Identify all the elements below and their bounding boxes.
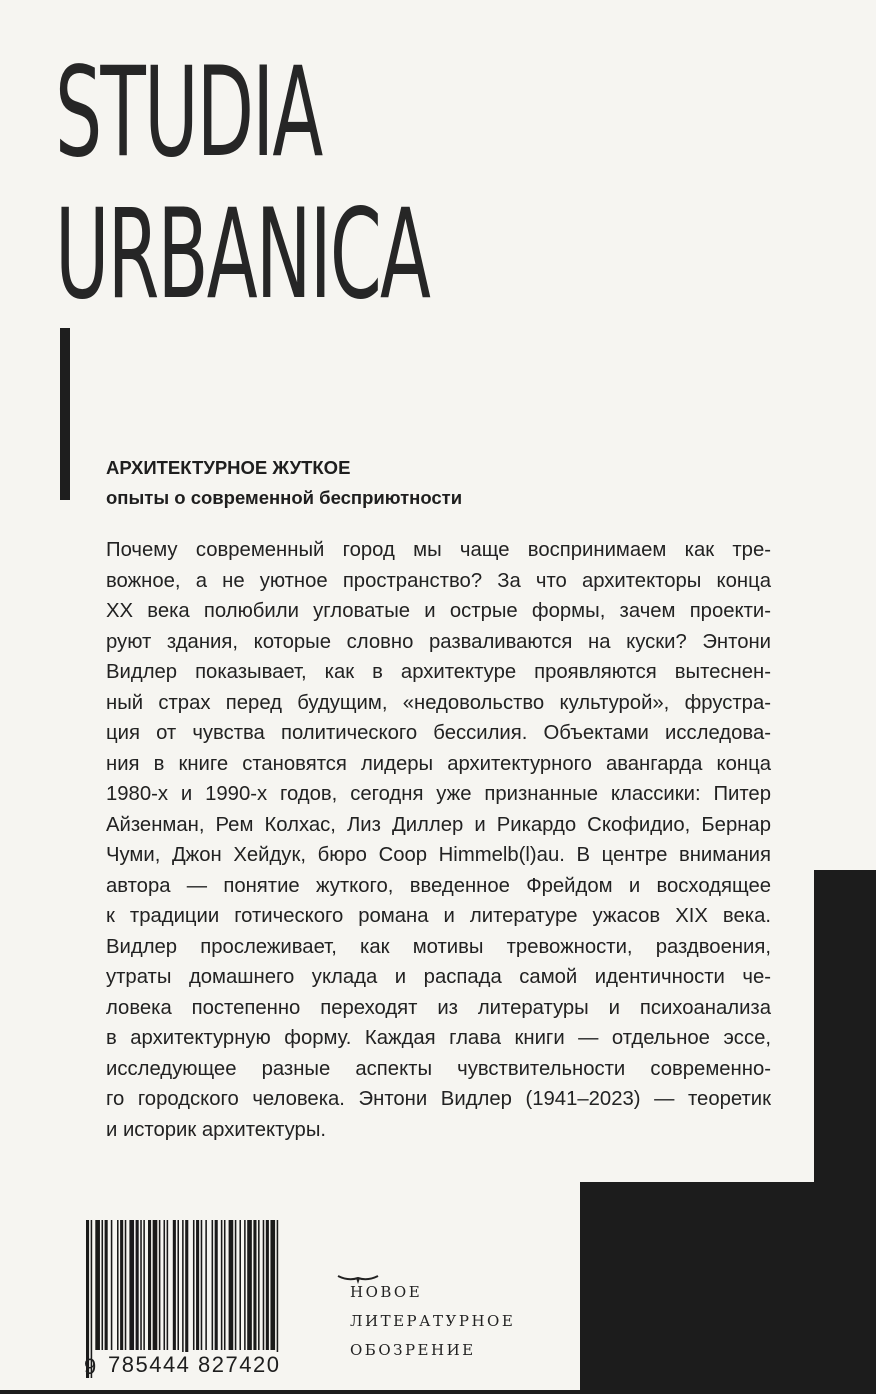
blurb-line: Чуми, Джон Хейдук, бюро Coop Himmelb(l)au. В центре внимания	[106, 844, 771, 866]
blurb-line: Видлер прослеживает, как мотивы тревожности, раздвоения,	[106, 935, 771, 958]
barcode-bar	[266, 1220, 269, 1350]
barcode-bar	[167, 1220, 169, 1350]
blurb-line: и историк архитектуры.	[106, 1118, 327, 1141]
book-title: АРХИТЕКТУРНОЕ ЖУТКОЕ	[106, 457, 351, 478]
blurb-line: в архитектурную форму. Каждая глава книги — отдельное эссе,	[106, 1027, 771, 1049]
barcode-bar	[153, 1220, 158, 1350]
barcode-bar	[148, 1220, 151, 1350]
decorative-block-upper	[814, 870, 876, 1182]
barcode-bar	[129, 1220, 134, 1350]
blurb-line: Видлер показывает, как в архитектуре проявляются вытеснен-	[106, 661, 771, 683]
book-subtitle: опыты о современной бесприютности	[106, 487, 463, 508]
barcode-bar	[95, 1220, 100, 1350]
blurb-line: ция от чувства политического бессилия. Объектами исследова-	[106, 722, 771, 744]
barcode-bar	[212, 1220, 214, 1350]
series-title-line1: STUDIA	[55, 41, 322, 185]
barcode-bar	[102, 1220, 104, 1350]
blurb-line: го городского человека. Энтони Видлер (1941–2023) — теоретик	[106, 1088, 771, 1110]
barcode-bar	[201, 1220, 203, 1350]
barcode-bar	[159, 1220, 161, 1350]
isbn-lead-digit: 9	[84, 1354, 97, 1379]
barcode-bar	[263, 1220, 265, 1350]
blurb-line: 1980-х и 1990-х годов, сегодня уже признанные классики: Питер	[106, 783, 771, 805]
barcode-bar	[229, 1220, 234, 1350]
barcode-bar	[244, 1220, 246, 1350]
barcode-bar	[239, 1220, 241, 1350]
barcode-bar	[173, 1220, 176, 1350]
publisher-line3: ОБОЗРЕНИЕ	[350, 1341, 476, 1359]
vertical-rule	[60, 328, 70, 500]
barcode-bar	[140, 1220, 142, 1350]
blurb-line: ный страх перед будущим, «недовольство культурой», фрустра-	[106, 691, 771, 714]
blurb-line: автора — понятие жуткого, введенное Фрейдом и восходящее	[106, 874, 771, 897]
barcode-bar	[143, 1220, 145, 1350]
publisher-line2: ЛИТЕРАТУРНОЕ	[350, 1312, 516, 1330]
blurb-line: руют здания, которые словно разваливаются на куски? Энтони	[106, 630, 771, 653]
barcode-bar	[117, 1220, 119, 1350]
blurb-line: Почему современный город мы чаще воспринимаем как тре-	[106, 539, 771, 561]
decorative-block-lower	[580, 1182, 876, 1394]
series-title-line2: URBANICA	[55, 183, 430, 327]
barcode-bar	[111, 1220, 113, 1350]
publisher-name	[350, 1278, 515, 1365]
barcode-bar	[105, 1220, 108, 1350]
blurb-text	[106, 535, 771, 1145]
blurb-line: ния в книге становятся лидеры архитектурного авангарда конца	[106, 752, 771, 775]
barcode-bar	[196, 1220, 199, 1350]
blurb-line: вожное, а не уютное пространство? За что архитекторы конца	[106, 569, 771, 592]
barcode-bar	[247, 1220, 252, 1350]
barcode-bar	[177, 1220, 179, 1350]
barcode-bar	[136, 1220, 139, 1350]
barcode-bar	[215, 1220, 218, 1350]
book-heading	[106, 453, 462, 513]
page-bottom-edge	[0, 1390, 876, 1394]
blurb-line: Айзенман, Рем Колхас, Лиз Диллер и Рикардо Скофидио, Бернар	[106, 813, 771, 836]
barcode-bar	[224, 1220, 226, 1350]
isbn-digits: 785444 827420	[108, 1352, 281, 1377]
barcode-bar	[258, 1220, 260, 1350]
barcode-bar	[193, 1220, 195, 1350]
blurb-line: к традиции готического романа и литературе ужасов XIX века.	[106, 905, 771, 927]
blurb-line: исследующее разные аспекты чувствительности современно-	[106, 1057, 771, 1080]
barcode-bar	[270, 1220, 275, 1350]
barcode-bar	[164, 1220, 166, 1350]
barcode-bar	[221, 1220, 223, 1350]
series-title	[55, 42, 429, 326]
barcode-bar	[125, 1220, 127, 1350]
blurb-line: ловека постепенно переходят из литературы и психоанализа	[106, 996, 771, 1019]
barcode-bar	[235, 1220, 237, 1350]
blurb-line: утраты домашнего уклада и распада самой идентичности че-	[106, 966, 771, 988]
barcode-bar	[205, 1220, 207, 1350]
publisher-line1: НОВОЕ	[350, 1283, 423, 1301]
barcode-bar	[253, 1220, 256, 1350]
blurb-line: XX века полюбили угловатые и острые формы, зачем проекти-	[106, 600, 771, 622]
barcode-bar	[120, 1220, 123, 1350]
